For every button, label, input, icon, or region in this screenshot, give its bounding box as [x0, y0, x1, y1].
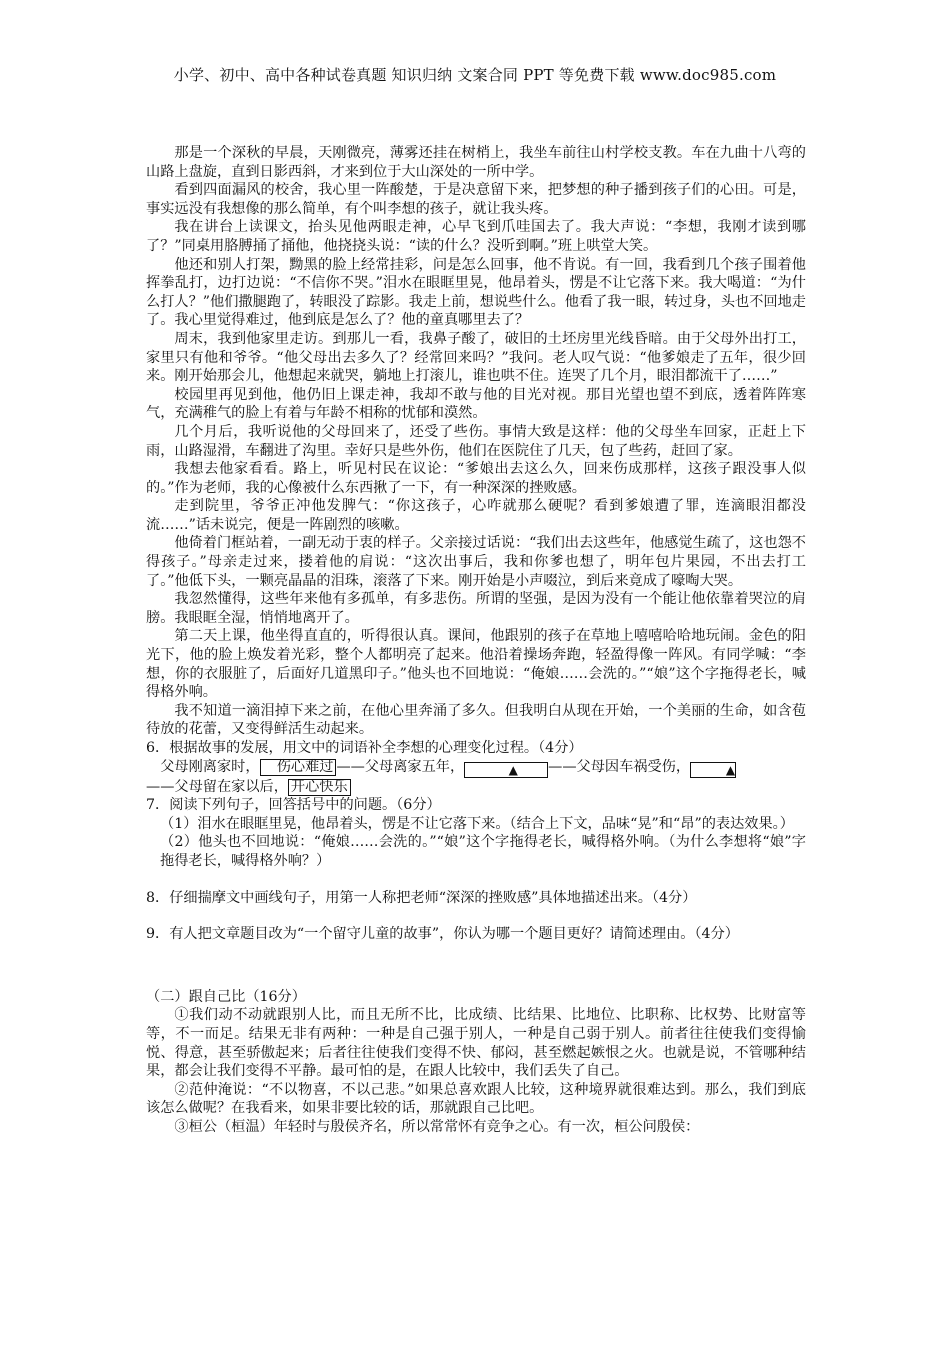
- section-2: [146, 988, 806, 1137]
- story-paragraph-7: 几个月后，我听说他的父母回来了，还受了些伤。事情大致是这样：他的父母坐车回家，正赶上下雨，山路湿滑，车翻进了沟里。幸好只是些外伤，他们在医院住了几天，包了些药，赶回了家。: [146, 423, 806, 459]
- story-paragraph-12: 第二天上课，他坐得直直的，听得很认真。课间，他跟别的孩子在草地上嘻嘻哈哈地玩闹。金色的阳光下，他的脸上焕发着光彩，整个人都明亮了起来。他沿着操场奔跑，轻盈得像一阵风。有同学喊：“李想，你的衣服脏了，后面好几道黑印子。”他头也不回地说：“俺娘……会洗的。”“娘”这个字拖得老长，喊得格外响。: [146, 628, 806, 701]
- story-paragraph-10: 他倚着门框站着，一副无动于衷的样子。父亲接过话说：“我们出去这些年，他感觉生疏了，这也怨不得孩子。”母亲走过来，搂着他的肩说：“这次出事后，我和你爹也想了，明年包片果园，不出去打工了。”他低下头，一颗亮晶晶的泪珠，滚落了下来。刚开始是小声啜泣，到后来竟成了嚎啕大哭。: [146, 535, 806, 589]
- q6-seg-3: ——父母因车祸受伤，: [548, 758, 691, 775]
- question-7-prompt: 7．阅读下列句子，回答括号中的问题。（6分）: [146, 797, 441, 814]
- section-2-title: （二）跟自己比（16分）: [146, 988, 306, 1005]
- question-9-prompt: 9．有人把文章题目改为“一个留守儿童的故事”，你认为哪一个题目更好？请简述理由。（4分）: [146, 926, 739, 943]
- page-header: 小学、初中、高中各种试卷真题 知识归纳 文案合同 PPT 等免费下载 www.doc985.com: [173, 66, 777, 84]
- story-paragraph-3: 我在讲台上读课文，抬头见他两眼走神，心早飞到爪哇国去了。我大声说：“李想，我刚才读到哪了？”同桌用胳膊捅了捅他，他挠挠头说：“读的什么？没听到啊。”班上哄堂大笑。: [146, 219, 806, 254]
- answer-space: [146, 944, 806, 988]
- question-8-prompt: 8．仔细揣摩文中画线句子，用第一人称把老师“深深的挫败感”具体地描述出来。（4分）: [146, 889, 697, 906]
- q6-seg-4: ——父母留在家以后，: [146, 778, 288, 795]
- section-2-paragraph-2: ②范仲淹说：“不以物喜，不以己悲。”如果总喜欢跟人比较，这种境界就很难达到。那么，我们到底该怎么做呢？在我看来，如果非要比较的话，那就跟自己比吧。: [146, 1081, 806, 1117]
- story-paragraph-1: 那是一个深秋的早晨，天刚微亮，薄雾还挂在树梢上，我坐车前往山村学校支教。车在九曲十八弯的山路上盘旋，直到日影西斜，才来到位于大山深处的一所中学。: [146, 145, 806, 180]
- q6-answer-box-1: 伤心难过: [260, 759, 337, 776]
- q6-blank-2[interactable]: ▲: [690, 762, 736, 778]
- q6-seg-2: ——父母离家五年，: [336, 758, 465, 775]
- question-6-chain-cont: [146, 778, 806, 797]
- question-7-item-1: （1）泪水在眼眶里晃，他昂着头，愣是不让它落下来。（结合上下文，品味“晃”和“昂”的表达效果。）: [160, 815, 794, 832]
- story-paragraph-9: 走到院里，爷爷正冲他发脾气：“你这孩子，心咋就那么硬呢？看到爹娘遭了罪，连滴眼泪都没流……”话未说完，便是一阵剧烈的咳嗽。: [146, 498, 806, 533]
- story-paragraph-6: 校园里再见到他，他仍旧上课走神，我却不敢与他的目光对视。那目光望也望不到底，透着阵阵寒气，充满稚气的脸上有着与年龄不相称的忧郁和漠然。: [146, 386, 806, 422]
- story-paragraph-5: 周末，我到他家里走访。到那儿一看，我鼻子酸了，破旧的土坯房里光线昏暗。由于父母外出打工，家里只有他和爷爷。“他父母出去多久了？经常回来吗？”我问。老人叹气说：“他爹娘走了五年，很少回来。刚开始那会儿，他想起来就哭，躺地上打滚儿，谁也哄不住。连哭了几个月，眼泪都流干了……”: [146, 330, 806, 385]
- story-paragraph-13: 我不知道一滴泪掉下来之前，在他心里奔涌了多久。但我明白从现在开始，一个美丽的生命，如含苞待放的花蕾，又变得鲜活生动起来。: [146, 702, 806, 738]
- story-paragraph-2: 看到四面漏风的校舍，我心里一阵酸楚，于是决意留下来，把梦想的种子播到孩子们的心田。可是，事实远没有我想像的那么简单，有个叫李想的孩子，就让我头疼。: [146, 182, 806, 217]
- story-paragraph-11: 我忽然懂得，这些年来他有多孤单，有多悲伤。所谓的坚强，是因为没有一个能让他依靠着哭泣的肩膀。我眼眶全湿，悄悄地离开了。: [146, 591, 806, 626]
- question-7-item-2: （2）他头也不回地说：“俺娘……会洗的。”“娘”这个字拖得老长，喊得格外响。（为什么李想将“娘”字拖得老长，喊得格外响？）: [160, 834, 806, 869]
- q6-answer-box-2: 开心快乐: [288, 779, 351, 796]
- q6-blank-1[interactable]: ▲: [464, 762, 548, 778]
- question-7: [146, 796, 806, 870]
- q6-line-start: 父母刚离家时，: [160, 758, 260, 775]
- answer-space: [146, 871, 806, 889]
- section-2-paragraph-1: ①我们动不动就跟别人比，而且无所不比，比成绩、比结果、比地位、比职称、比权势、比财富等等，不一而足。结果无非有两种：一种是自己强于别人，一种是自己弱于别人。前者往往使我们变得愉悦、得意，甚至骄傲起来；后者往往使我们变得不快、郁闷，甚至燃起嫉恨之火。也就是说，不管哪种结果，都会让我们变得不平静。最可怕的是，在跟人比较中，我们丢失了自己。: [146, 1007, 806, 1080]
- story-paragraph-8: 我想去他家看看。路上，听见村民在议论：“爹娘出去这么久，回来伤成那样，这孩子跟没事人似的。”作为老师，我的心像被什么东西揪了一下，有一种深深的挫败感。: [146, 461, 806, 496]
- story-section: [146, 144, 806, 739]
- story-paragraph-4: 他还和别人打架，黝黑的脸上经常挂彩，问是怎么回事，他不肯说。有一回，我看到几个孩子围着他挥拳乱打，边打边说：“不信你不哭。”泪水在眼眶里晃，他昂着头，愣是不让它落下来。我大喝道：“为什么打人？”他们撒腿跑了，转眼没了踪影。我走上前，想说些什么。他看了我一眼，转过身，头也不回地走了。我心里觉得难过，他到底是怎么了？他的童真哪里去了？: [146, 256, 806, 329]
- document-body: [146, 144, 806, 1137]
- question-6: [146, 739, 806, 796]
- question-6-prompt: 6．根据故事的发展，用文中的词语补全李想的心理变化过程。（4分）: [146, 740, 583, 756]
- answer-space: [146, 907, 806, 925]
- section-2-paragraph-3: ③桓公（桓温）年轻时与殷侯齐名，所以常常怀有竞争之心。有一次，桓公问殷侯：: [174, 1118, 700, 1135]
- question-6-chain: [146, 758, 806, 778]
